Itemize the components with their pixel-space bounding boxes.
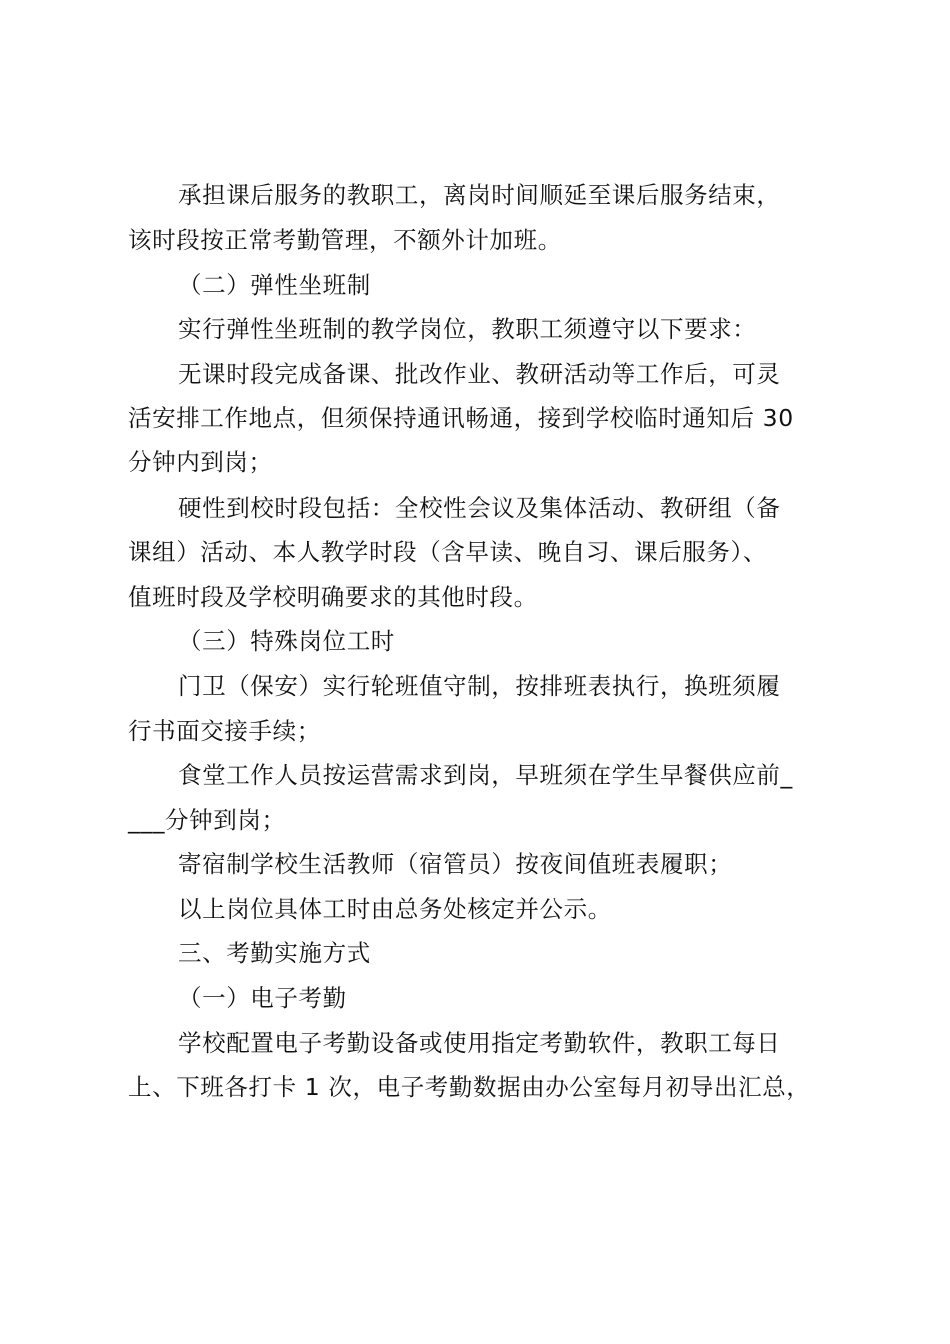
paragraph-line: 以上岗位具体工时由总务处核定并公示。 xyxy=(178,895,612,923)
paragraph-line: 寄宿制学校生活教师（宿管员）按夜间值班表履职； xyxy=(178,850,733,878)
section-heading: （二）弹性坐班制 xyxy=(178,271,371,299)
paragraph-line: 学校配置电子考勤设备或使用指定考勤软件，教职工每日 xyxy=(178,1029,781,1057)
paragraph-line: 门卫（保安）实行轮班值守制，按排班表执行，换班须履 xyxy=(178,672,781,700)
paragraph-line: 上、下班各打卡 1 次，电子考勤数据由办公室每月初导出汇总， xyxy=(128,1073,811,1101)
paragraph-line: 实行弹性坐班制的教学岗位，教职工须遵守以下要求： xyxy=(178,315,757,343)
paragraph-line: 分钟内到岗； xyxy=(128,448,273,476)
paragraph-line: 硬性到校时段包括：全校性会议及集体活动、教研组（备 xyxy=(178,494,781,522)
section-heading: （三）特殊岗位工时 xyxy=(178,627,395,655)
paragraph-line: 该时段按正常考勤管理，不额外计加班。 xyxy=(128,226,562,254)
paragraph-line: 行书面交接手续； xyxy=(128,717,321,745)
section-heading: （一）电子考勤 xyxy=(178,984,347,1012)
paragraph-line: 课组）活动、本人教学时段（含早读、晚自习、课后服务）、 xyxy=(128,538,767,566)
paragraph-line: ___分钟到岗； xyxy=(128,806,286,834)
paragraph-line: 食堂工作人员按运营需求到岗，早班须在学生早餐供应前_ xyxy=(178,761,793,789)
paragraph-line: 无课时段完成备课、批改作业、教研活动等工作后，可灵 xyxy=(178,360,781,388)
section-heading: 三、考勤实施方式 xyxy=(178,939,371,967)
paragraph-line: 承担课后服务的教职工，离岗时间顺延至课后服务结束， xyxy=(178,181,781,209)
paragraph-line: 活安排工作地点，但须保持通讯畅通，接到学校临时通知后 30 xyxy=(128,404,794,432)
paragraph-line: 值班时段及学校明确要求的其他时段。 xyxy=(128,583,538,611)
